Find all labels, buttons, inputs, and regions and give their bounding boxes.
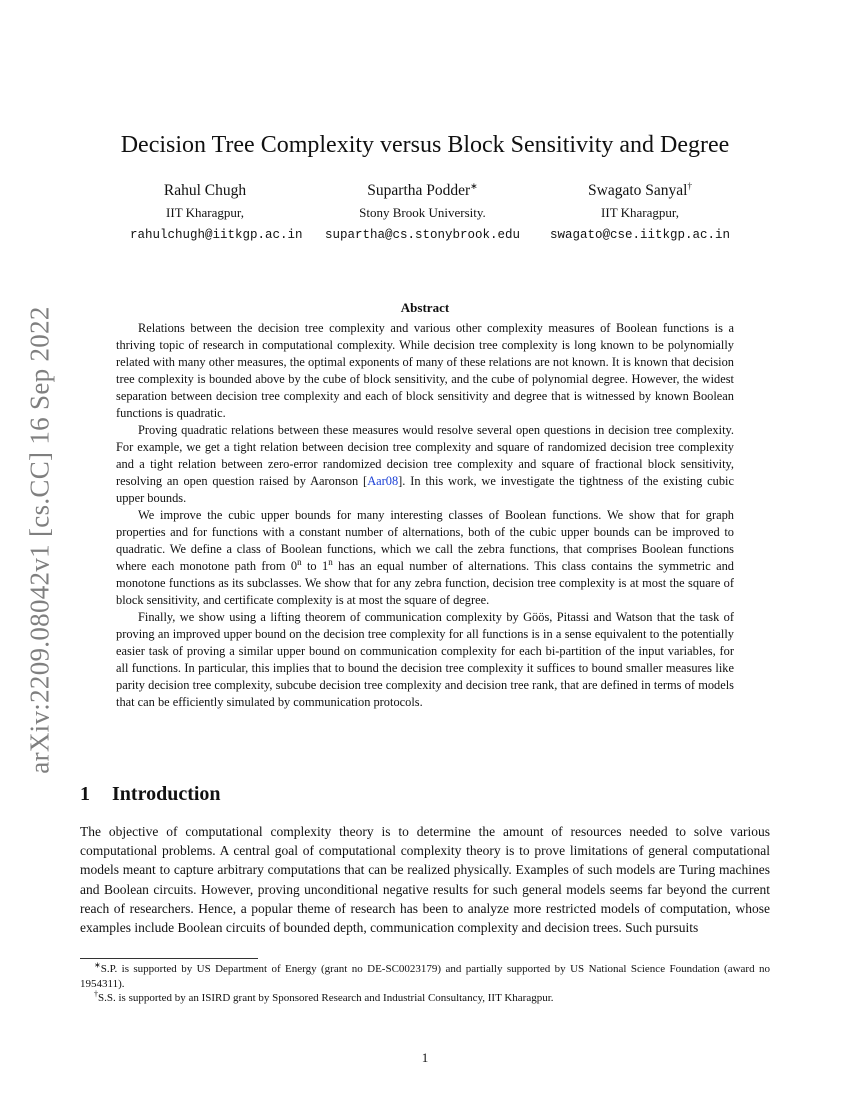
abstract-paragraph: Proving quadratic relations between these measures would resolve several open questions in decision tree complexity. For example, we get a tight relation between decision tree complexity and square of randomized decision tree complexity and a tight relation between zero-error randomized decision tree complexity and square of fractional block sensitivity, resolving an open question raised by Aaronson [Aar08]. In this work, we investigate the tightness of the existing cubic upper bounds. bbox=[116, 423, 734, 505]
paper-title: Decision Tree Complexity versus Block Sensitivity and Degree bbox=[120, 132, 730, 158]
author-name: Swagato Sanyal† bbox=[588, 180, 692, 199]
author-affiliation: IIT Kharagpur, bbox=[166, 205, 244, 220]
section-heading bbox=[80, 783, 221, 806]
arxiv-sidebar bbox=[20, 290, 60, 790]
footnote-rule bbox=[80, 958, 258, 959]
abstract-paragraph: We improve the cubic upper bounds for many interesting classes of Boolean functions. We show that for graph properties and for functions with a constant number of alternations, both of the cubic upper bounds can be improved to quadratic. We define a class of Boolean functions, which we call the zebra functions, that comprises Boolean functions where each monotone path from 0$^n$ to 1$^n$ has an equal number of alternations. This class contains the symmetric and monotone functions as its subclasses. We show that for any zebra function, decision tree complexity is at most the square of block sensitivity, and certificate complexity is at most the square of degree. bbox=[116, 508, 734, 607]
author-name: Supartha Podder∗ bbox=[367, 180, 478, 199]
author-name: Rahul Chugh bbox=[163, 182, 247, 199]
abstract-heading: Abstract bbox=[400, 300, 450, 315]
author-affiliation: Stony Brook University. bbox=[359, 205, 486, 220]
author-email: rahulchugh@iitkgp.ac.in bbox=[130, 228, 303, 242]
author-2 bbox=[315, 180, 530, 246]
section-number: 1 bbox=[80, 783, 90, 805]
footnote-mark: ∗ bbox=[470, 180, 478, 191]
footnote: †S.S. is supported by an ISIRD grant by Sponsored Research and Industrial Consultancy, IIT Kharagpur. bbox=[94, 989, 554, 1004]
author-email: supartha@cs.stonybrook.edu bbox=[324, 228, 521, 242]
arxiv-identifier: arXiv:2209.08042v1 [cs.CC] 16 Sep 2022 bbox=[24, 306, 55, 774]
abstract-paragraph: Finally, we show using a lifting theorem of communication complexity by Göös, Pitassi and Watson that the task of proving an improved upper bound on the decision tree complexity for all functions is in a sense equivalent to the potentially easier task of proving a similar upper bound on communication complexity for each bi-partition of the input variables, for all functions. In particular, this implies that to bound the decision tree complexity it suffices to bound smaller measures like parity decision tree complexity, subcube decision tree complexity and decision tree rank, that are defined in terms of models that can be efficiently simulated by communication protocols. bbox=[116, 610, 734, 709]
abstract-paragraph: Relations between the decision tree complexity and various other complexity measures of Boolean functions is a thriving topic of research in computational complexity. While decision tree complexity is long known to be polynomially related with many other measures, the optimal exponents of many of these relations are not known. It is known that decision tree complexity is bounded above by the cube of block sensitivity, and the cube of polynomial degree. However, the widest separation between decision tree complexity and each of block sensitivity and degree that is witnessed by known Boolean functions is quadratic. bbox=[116, 321, 734, 420]
footnote-mark: † bbox=[687, 180, 692, 191]
abstract-body bbox=[116, 320, 734, 711]
section-title: Introduction bbox=[112, 783, 221, 805]
footnote: ∗S.P. is supported by US Department of Energy (grant no DE-SC0023179) and partially supported by US National Science Foundation (award no 1954311). bbox=[80, 960, 770, 990]
author-affiliation: IIT Kharagpur, bbox=[601, 205, 679, 220]
author-1 bbox=[130, 180, 303, 246]
author-email: swagato@cse.iitkgp.ac.in bbox=[550, 228, 731, 242]
author-3 bbox=[550, 180, 730, 246]
page-number: 1 bbox=[421, 1050, 429, 1065]
citation-link[interactable]: Aar08 bbox=[367, 474, 399, 488]
footnotes bbox=[80, 962, 770, 1006]
introduction-paragraph: The objective of computational complexity theory is to determine the amount of resources needed to solve various computational problems. A central goal of computational complexity theory is to prove limitations of general computational models meant to capture arbitrary computations that can be realized physically. Examples of such models are Turing machines and Boolean circuits. However, proving unconditional negative results for such general models seems far beyond the current reach of researchers. Hence, a popular theme of research has been to analyze more restricted models of computation, whose examples include Boolean circuits of bounded depth, communication complexity and decision trees. Such pursuits bbox=[80, 824, 770, 936]
